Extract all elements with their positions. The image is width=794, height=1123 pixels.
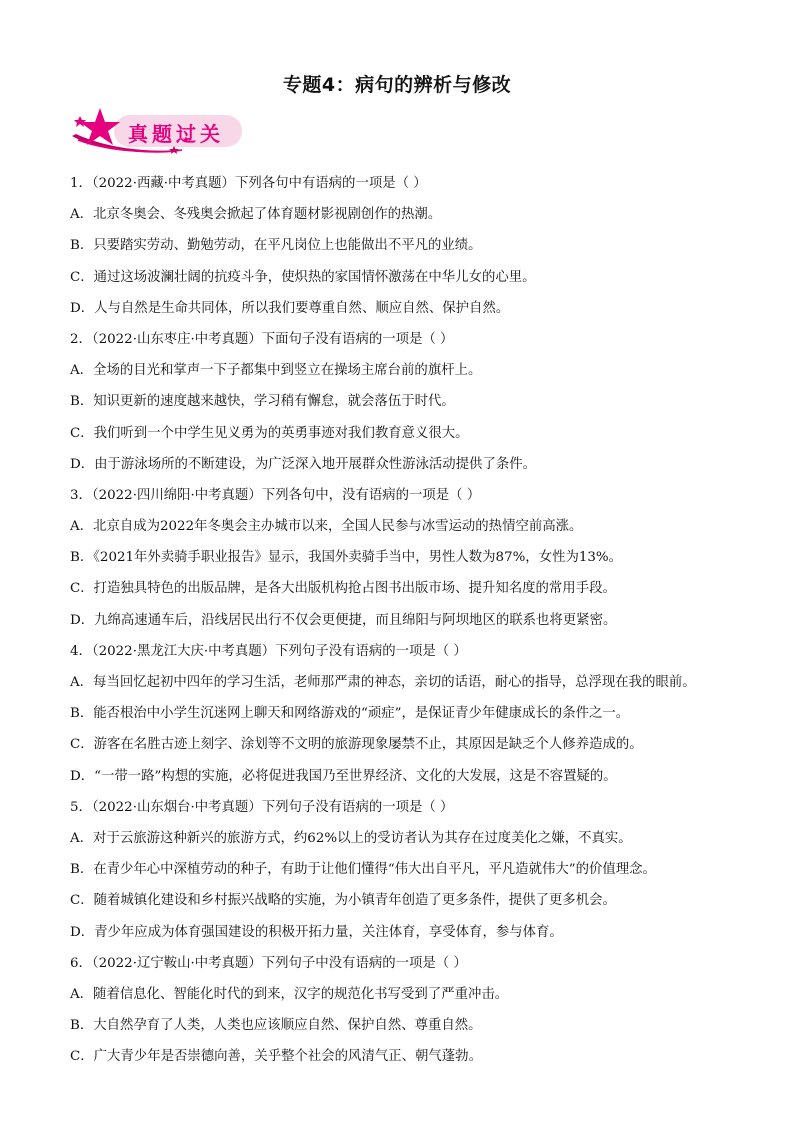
option: C．我们听到一个中学生见义勇为的英勇事迹对我们教育意义很大。 bbox=[70, 425, 469, 441]
option: D．青少年应成为体育强国建设的积极开拓力量，关注体育，享受体育，参与体育。 bbox=[70, 924, 563, 940]
option: D．“一带一路”构想的实施，必将促进我国乃至世界经济、文化的大发展，这是不容置疑的。 bbox=[70, 768, 617, 784]
option: A．北京冬奥会、冬残奥会掀起了体育题材影视剧创作的热潮。 bbox=[70, 207, 442, 223]
option: A．北京自成为2022年冬奥会主办城市以来，全国人民参与冰雪运动的热情空前高涨。 bbox=[70, 519, 583, 535]
question-list bbox=[70, 168, 740, 1072]
option: B．《2021年外卖骑手职业报告》显示，我国外卖骑手当中，男性人数为87%，女性为13%。 bbox=[70, 550, 623, 566]
option: B．在青少年心中深植劳动的种子，有助于让他们懂得“伟大出自平凡，平凡造就伟大”的价值理念。 bbox=[70, 862, 656, 878]
question-stem: 4．（2022·黑龙江大庆·中考真题）下列句子没有语病的一项是（ ） bbox=[70, 643, 467, 659]
option: B．只要踏实劳动、勤勉劳动，在平凡岗位上也能做出不平凡的业绩。 bbox=[70, 238, 482, 254]
option: C．通过这场波澜壮阔的抗疫斗争，使炽热的家国情怀激荡在中华儿女的心里。 bbox=[70, 269, 536, 285]
option: C．游客在名胜古迹上刻字、涂划等不文明的旅游现象屡禁不止，其原因是缺乏个人修养造成的。 bbox=[70, 737, 643, 753]
option: A．每当回忆起初中四年的学习生活，老师那严肃的神态，亲切的话语，耐心的指导，总浮现在我的眼前。 bbox=[70, 675, 696, 690]
option: A．全场的目光和掌声一下子都集中到竖立在操场主席台前的旗杆上。 bbox=[70, 363, 482, 379]
option: D．九绵高速通车后，沿线居民出行不仅会更便捷，而且绵阳与阿坝地区的联系也将更紧密。 bbox=[70, 612, 617, 628]
option: B．大自然孕育了人类，人类也应该顺应自然、保护自然、尊重自然。 bbox=[70, 1018, 482, 1034]
question-stem: 5．（2022·山东烟台·中考真题）下列句子没有语病的一项是（ ） bbox=[70, 799, 454, 815]
page-title: 专题4：病句的辨析与修改 bbox=[282, 74, 512, 96]
option: D．由于游泳场所的不断建设，为广泛深入地开展群众性游泳活动提供了条件。 bbox=[70, 456, 537, 472]
option: C．广大青少年是否崇德向善，关乎整个社会的风清气正、朝气蓬勃。 bbox=[70, 1049, 482, 1065]
question-stem: 3．（2022·四川绵阳·中考真题）下列各句中，没有语病的一项是（ ） bbox=[70, 487, 481, 503]
question-stem: 2．（2022·山东枣庄·中考真题）下面句子没有语病的一项是（ ） bbox=[70, 331, 454, 347]
question-stem: 1．（2022·西藏·中考真题）下列各句中有语病的一项是（ ） bbox=[70, 176, 427, 191]
section-banner bbox=[70, 106, 260, 158]
option: B．能否根治中小学生沉迷网上聊天和网络游戏的“顽症”，是保证青少年健康成长的条件之一。 bbox=[70, 706, 630, 722]
option: A．随着信息化、智能化时代的到来，汉字的规范化书写受到了严重冲击。 bbox=[70, 986, 509, 1002]
option: D．人与自然是生命共同体，所以我们要尊重自然、顺应自然、保护自然。 bbox=[70, 300, 510, 316]
option: B．知识更新的速度越来越快，学习稍有懈怠，就会落伍于时代。 bbox=[70, 394, 455, 410]
option: C．随着城镇化建设和乡村振兴战略的实施，为小镇青年创造了更多条件，提供了更多机会。 bbox=[70, 893, 616, 909]
banner-label: 真题过关 bbox=[128, 122, 224, 146]
question-stem: 6．（2022·辽宁鞍山·中考真题）下列句子中没有语病的一项是（ ） bbox=[70, 955, 467, 971]
option: A．对于云旅游这种新兴的旅游方式，约62%以上的受访者认为其存在过度美化之嫌，不真实。 bbox=[70, 830, 632, 846]
option: C．打造独具特色的出版品牌，是各大出版机构抢占图书出版市场、提升知名度的常用手段。 bbox=[70, 581, 616, 597]
